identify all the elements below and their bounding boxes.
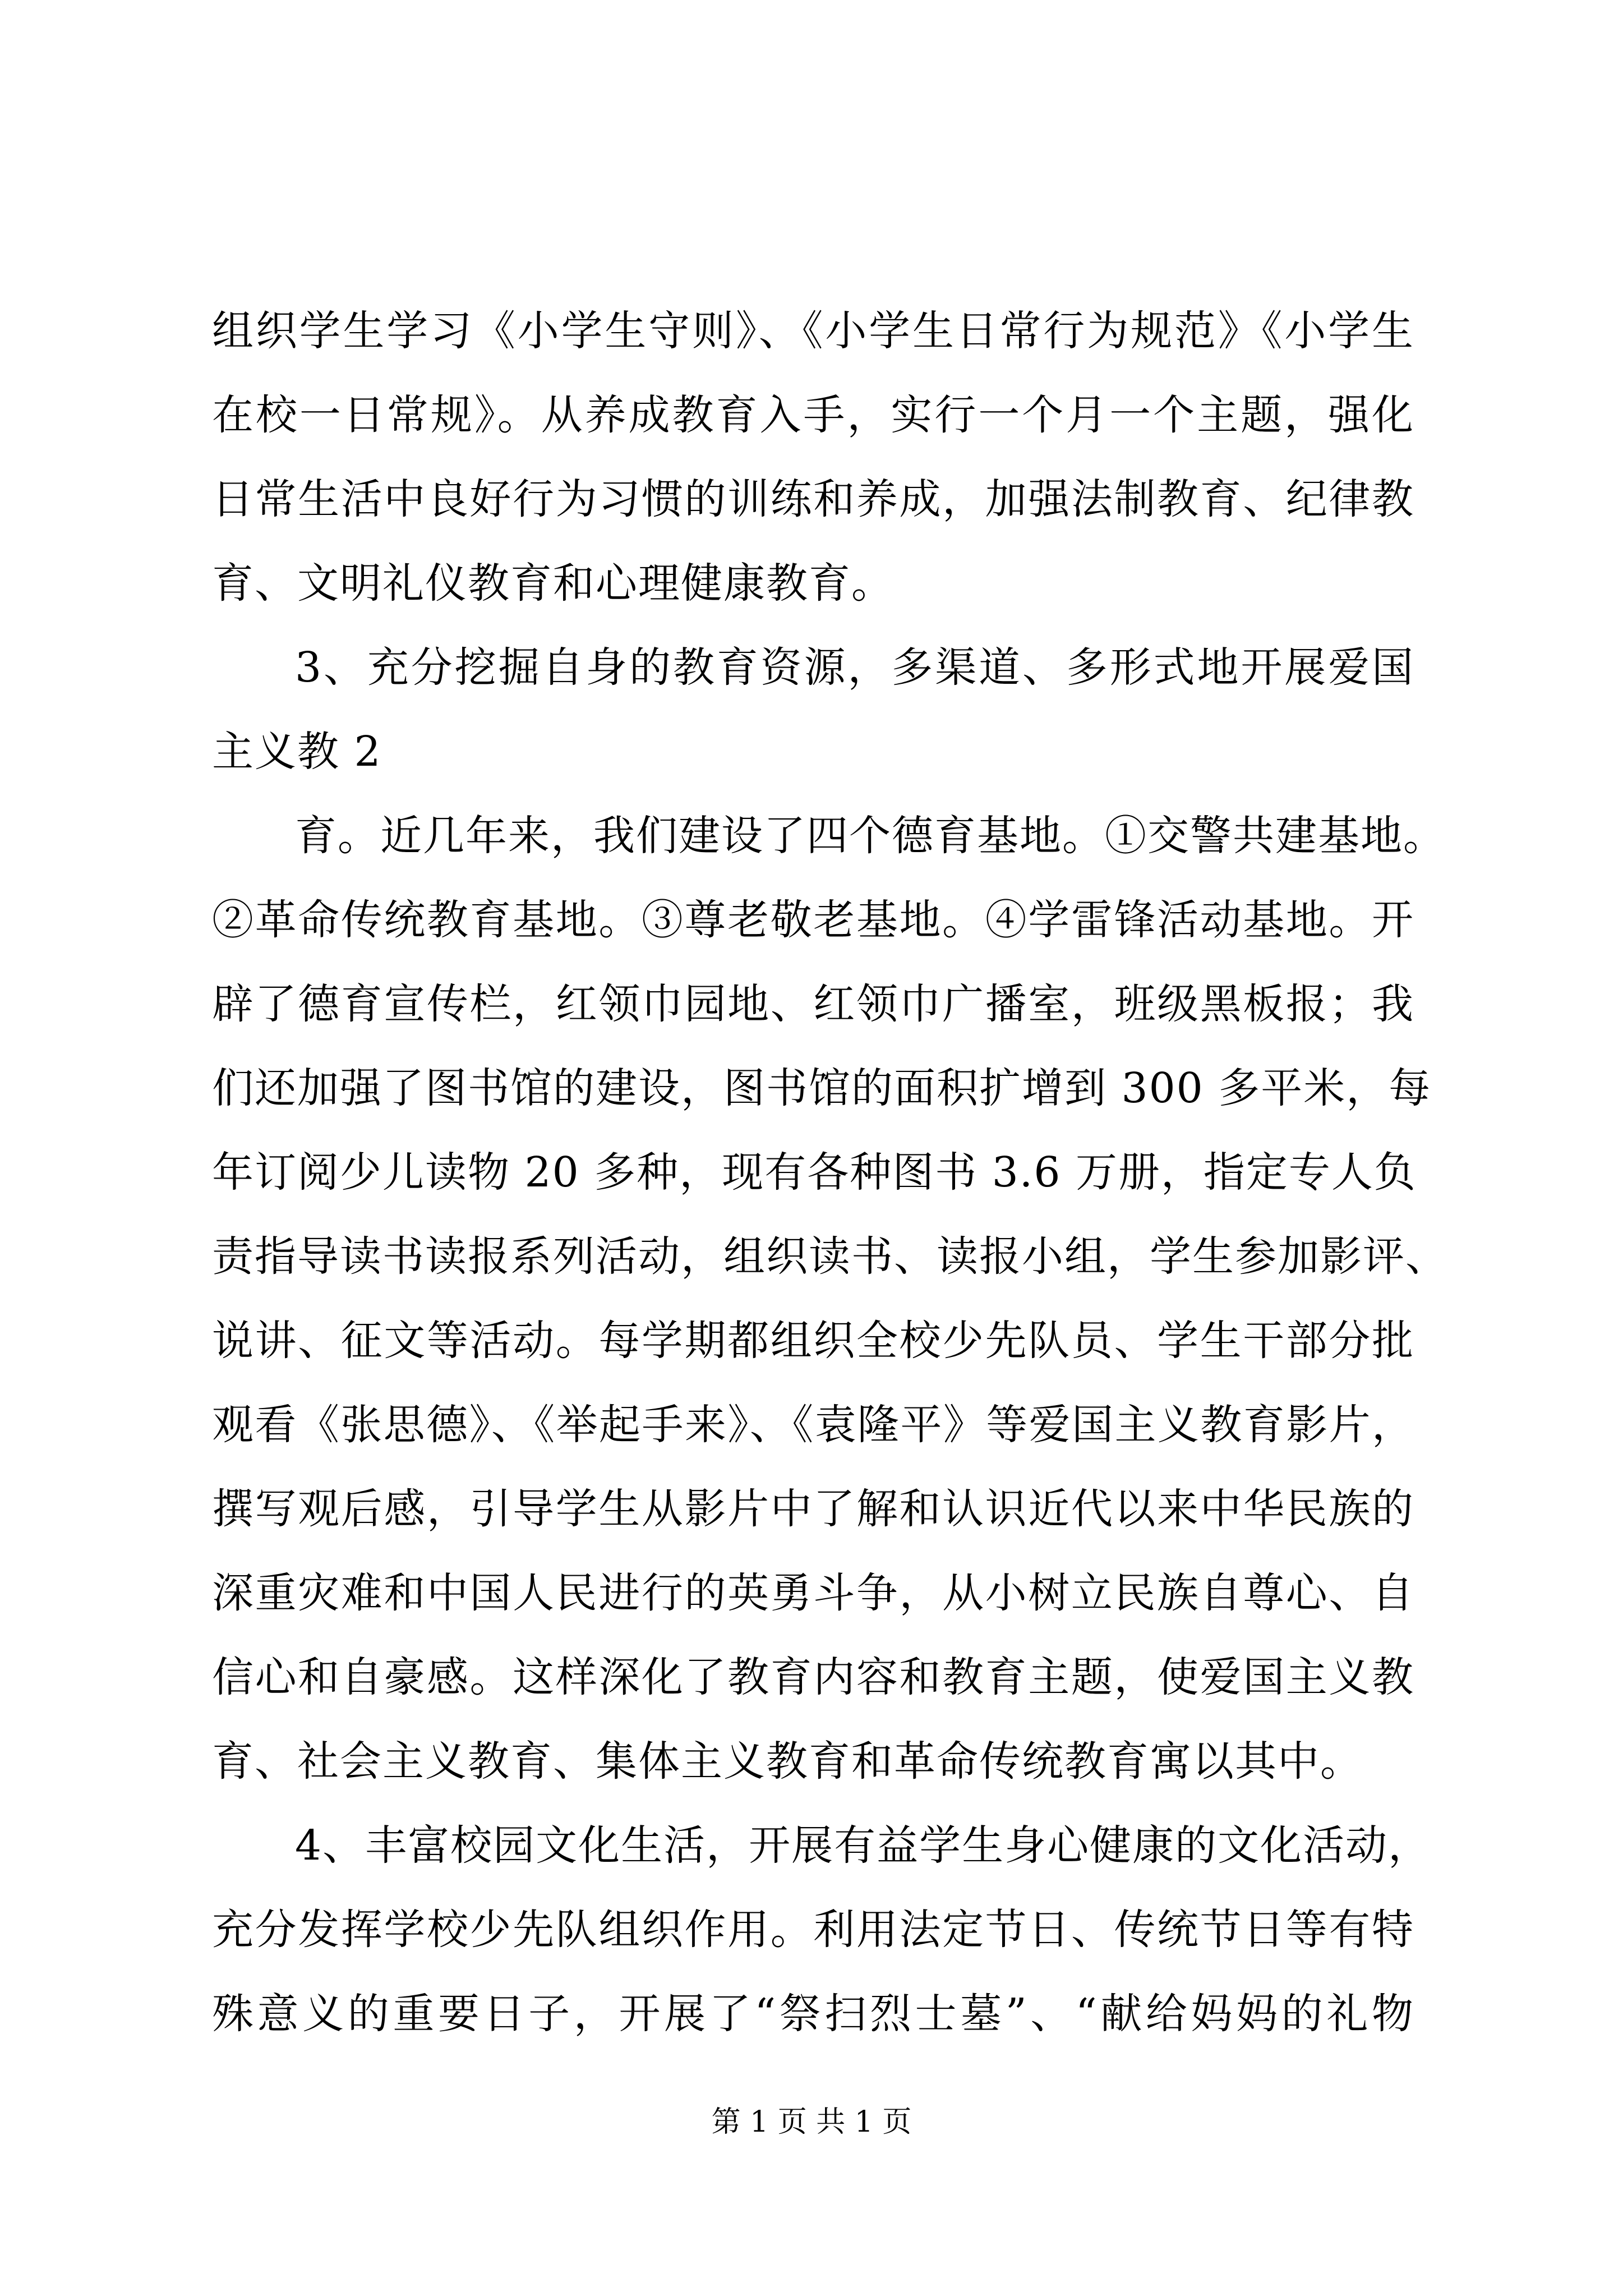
text-line-16: 深重灾难和中国人民进行的英勇斗争，从小树立民族自尊心、自	[212, 1569, 1414, 1617]
text-line-2: 在校一日常规》。从养成教育入手，实行一个月一个主题，强化	[212, 391, 1414, 439]
text-line-18: 育、社会主义教育、集体主义教育和革命传统教育寓以其中。	[212, 1737, 1363, 1786]
text-line-1: 组织学生学习《小学生守则》、《小学生日常行为规范》《小学生	[212, 307, 1414, 355]
text-line-17: 信心和自豪感。这样深化了教育内容和教育主题，使爱国主义教	[212, 1653, 1414, 1701]
text-line-8: ②革命传统教育基地。③尊老敬老基地。④学雷锋活动基地。开	[212, 896, 1414, 944]
text-line-6: 主义教 2	[212, 728, 382, 776]
text-line-5: 3、充分挖掘自身的教育资源，多渠道、多形式地开展爱国	[295, 643, 1414, 692]
page-footer: 第 1 页 共 1 页	[711, 2105, 912, 2139]
text-line-14: 观看《张思德》、《举起手来》、《袁隆平》等爱国主义教育影片，	[212, 1401, 1414, 1449]
text-line-11: 年订阅少儿读物 20 多种，现有各种图书 3.6 万册，指定专人负	[212, 1148, 1417, 1197]
text-line-12: 责指导读书读报系列活动，组织读书、读报小组，学生参加影评、	[212, 1232, 1448, 1281]
text-line-21: 殊意义的重要日子，开展了“祭扫烈士墓”、“献给妈妈的礼物	[212, 1990, 1414, 2038]
text-line-7: 育。近几年来，我们建设了四个德育基地。①交警共建基地。	[295, 812, 1446, 860]
text-line-20: 充分发挥学校少先队组织作用。利用法定节日、传统节日等有特	[212, 1906, 1414, 1954]
text-line-9: 辟了德育宣传栏，红领巾园地、红领巾广播室，班级黑板报；我	[212, 980, 1414, 1028]
text-line-13: 说讲、征文等活动。每学期都组织全校少先队员、学生干部分批	[212, 1317, 1414, 1365]
text-line-4: 育、文明礼仪教育和心理健康教育。	[212, 559, 894, 608]
text-line-15: 撰写观后感，引导学生从影片中了解和认识近代以来中华民族的	[212, 1485, 1414, 1533]
text-line-10: 们还加强了图书馆的建设，图书馆的面积扩增到 300 多平米，每	[212, 1064, 1432, 1112]
text-line-3: 日常生活中良好行为习惯的训练和养成，加强法制教育、纪律教	[212, 475, 1414, 523]
text-line-19: 4、丰富校园文化生活，开展有益学生身心健康的文化活动，	[295, 1821, 1431, 1870]
